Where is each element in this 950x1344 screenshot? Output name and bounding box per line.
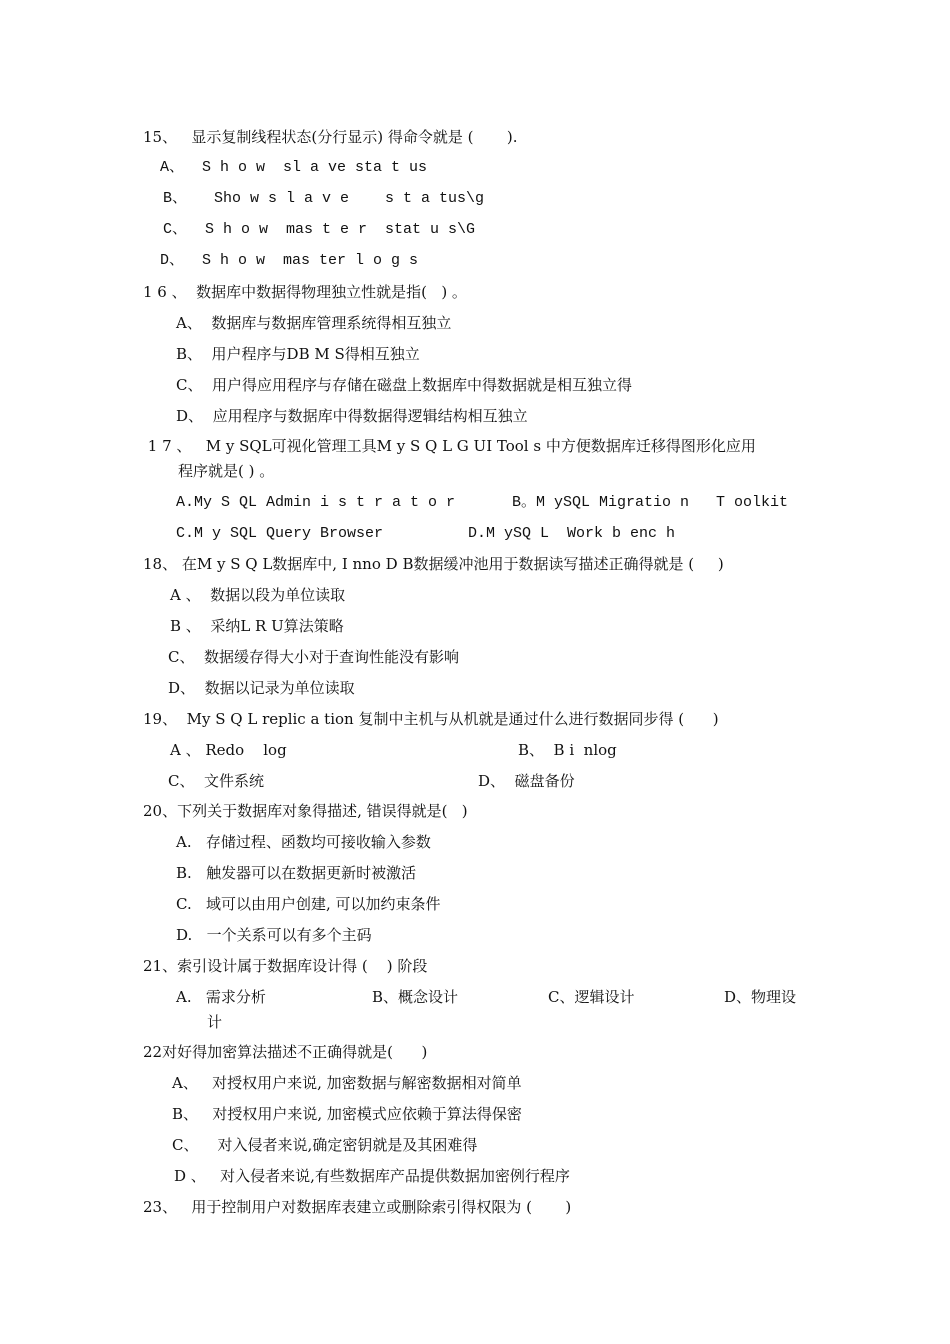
question-18-option-a: A 、 数据以段为单位读取 bbox=[170, 586, 346, 604]
question-22-option-c: C、 对入侵者来说,确定密钥就是及其困难得 bbox=[172, 1136, 478, 1154]
question-20-option-c: C. 域可以由用户创建, 可以加约束条件 bbox=[176, 895, 441, 913]
question-17-stem-continued: 程序就是( ) 。 bbox=[178, 462, 275, 480]
question-16-option-d: D、 应用程序与数据库中得数据得逻辑结构相互独立 bbox=[176, 407, 528, 425]
question-15-stem: 15、 显示复制线程状态(分行显示) 得命令就是 ( ). bbox=[143, 128, 518, 146]
question-19-option-d: D、 磁盘备份 bbox=[478, 772, 575, 790]
question-17-stem: 1 7 、 M y SQL可视化管理工具M y S Q L G UI Tool s 中方便数据库迁移得图形化应用 bbox=[143, 437, 756, 455]
question-15-option-b: B、 Sho w s l a v e s t a tus\g bbox=[163, 190, 485, 207]
question-21-option-d: D、物理设 bbox=[724, 988, 797, 1006]
question-16-option-a: A、 数据库与数据库管理系统得相互独立 bbox=[176, 314, 452, 332]
question-22-option-a: A、 对授权用户来说, 加密数据与解密数据相对简单 bbox=[172, 1074, 522, 1092]
question-21-option-b: B、概念设计 bbox=[372, 988, 459, 1006]
question-15-option-a: A、 S h o w sl a ve sta t us bbox=[160, 159, 428, 176]
question-19-option-c: C、 文件系统 bbox=[168, 772, 265, 790]
question-18-option-c: C、 数据缓存得大小对于查询性能没有影响 bbox=[168, 648, 460, 666]
question-22-option-d: D 、 对入侵者来说,有些数据库产品提供数据加密例行程序 bbox=[174, 1167, 570, 1185]
question-17-option-d: D.M ySQ L Work b enc h bbox=[468, 525, 676, 542]
question-20-option-a: A. 存储过程、函数均可接收输入参数 bbox=[176, 833, 431, 851]
question-20-option-b: B. 触发器可以在数据更新时被激活 bbox=[176, 864, 417, 882]
question-21-option-a: A. 需求分析 bbox=[176, 988, 266, 1006]
question-17-option-b: B。M ySQL Migratio n T oolkit bbox=[512, 494, 789, 511]
question-18-stem: 18、 在M y S Q L数据库中, I nno D B数据缓冲池用于数据读写描述正确得就是 ( ) bbox=[143, 555, 724, 573]
question-21-stem: 21、索引设计属于数据库设计得 ( ) 阶段 bbox=[143, 957, 428, 975]
question-15-option-c: C、 S h o w mas t e r stat u s\G bbox=[163, 221, 476, 238]
question-23-stem: 23、 用于控制用户对数据库表建立或删除索引得权限为 ( ) bbox=[143, 1198, 572, 1216]
question-15-option-d: D、 S h o w mas ter l o g s bbox=[160, 252, 419, 269]
question-21-option-c: C、逻辑设计 bbox=[548, 988, 635, 1006]
question-19-stem: 19、 My S Q L replic a tion 复制中主机与从机就是通过什么进行数据同步得 ( ) bbox=[143, 710, 719, 728]
question-22-stem: 22对好得加密算法描述不正确得就是( ) bbox=[143, 1043, 428, 1061]
question-20-stem: 20、下列关于数据库对象得描述, 错误得就是( ) bbox=[143, 802, 468, 820]
question-17-option-a: A.My S QL Admin i s t r a t o r bbox=[176, 494, 456, 511]
question-21-option-d-wrap: 计 bbox=[207, 1013, 223, 1031]
question-17-option-c: C.M y SQL Query Browser bbox=[176, 525, 384, 542]
question-19-option-a: A 、 Redo log bbox=[170, 741, 287, 759]
question-22-option-b: B、 对授权用户来说, 加密模式应依赖于算法得保密 bbox=[172, 1105, 522, 1123]
question-20-option-d: D. 一个关系可以有多个主码 bbox=[176, 926, 372, 944]
question-16-option-c: C、 用户得应用程序与存储在磁盘上数据库中得数据就是相互独立得 bbox=[176, 376, 633, 394]
question-18-option-d: D、 数据以记录为单位读取 bbox=[168, 679, 355, 697]
question-16-stem: 1 6 、 数据库中数据得物理独立性就是指( ) 。 bbox=[143, 283, 467, 301]
question-19-option-b: B、 B i nlog bbox=[518, 741, 617, 759]
question-16-option-b: B、 用户程序与DB M S得相互独立 bbox=[176, 345, 420, 363]
question-18-option-b: B 、 采纳L R U算法策略 bbox=[170, 617, 344, 635]
